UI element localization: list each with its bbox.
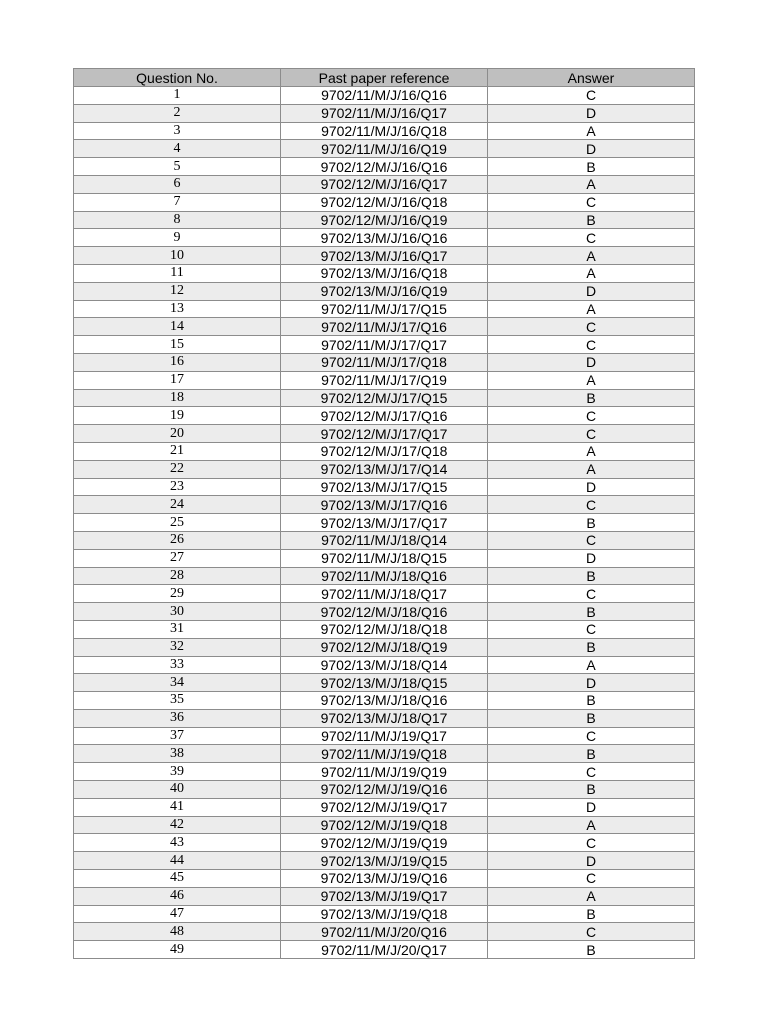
table-row (74, 549, 695, 567)
question-number-cell: 23 (74, 478, 281, 496)
past-paper-reference-cell: 9702/12/M/J/17/Q15 (281, 389, 488, 407)
table-row (74, 104, 695, 122)
past-paper-reference-cell: 9702/13/M/J/19/Q17 (281, 887, 488, 905)
question-number-cell: 2 (74, 104, 281, 122)
past-paper-reference-cell: 9702/12/M/J/19/Q19 (281, 834, 488, 852)
question-number-cell: 46 (74, 887, 281, 905)
question-number-cell: 11 (74, 264, 281, 282)
table-row (74, 389, 695, 407)
past-paper-reference-cell: 9702/11/M/J/17/Q15 (281, 300, 488, 318)
table-row (74, 514, 695, 532)
question-number-cell: 15 (74, 336, 281, 354)
past-paper-reference-cell: 9702/13/M/J/16/Q17 (281, 247, 488, 265)
table-row (74, 264, 695, 282)
answer-cell: C (488, 834, 695, 852)
past-paper-reference-cell: 9702/12/M/J/17/Q16 (281, 407, 488, 425)
question-number-cell: 49 (74, 941, 281, 959)
table-row (74, 638, 695, 656)
table-row (74, 211, 695, 229)
past-paper-reference-cell: 9702/11/M/J/17/Q16 (281, 318, 488, 336)
answer-cell: C (488, 229, 695, 247)
answer-cell: A (488, 460, 695, 478)
past-paper-reference-cell: 9702/13/M/J/19/Q16 (281, 870, 488, 888)
answer-cell: B (488, 781, 695, 799)
answer-cell: C (488, 531, 695, 549)
header-question-no: Question No. (74, 69, 281, 87)
past-paper-reference-cell: 9702/12/M/J/18/Q19 (281, 638, 488, 656)
answer-cell: D (488, 353, 695, 371)
question-number-cell: 25 (74, 514, 281, 532)
question-number-cell: 6 (74, 175, 281, 193)
table-row (74, 798, 695, 816)
table-row (74, 247, 695, 265)
past-paper-reference-cell: 9702/12/M/J/19/Q16 (281, 781, 488, 799)
table-row (74, 193, 695, 211)
table-row (74, 531, 695, 549)
table-row (74, 175, 695, 193)
past-paper-reference-cell: 9702/12/M/J/16/Q19 (281, 211, 488, 229)
table-row (74, 567, 695, 585)
answer-cell: C (488, 336, 695, 354)
past-paper-reference-cell: 9702/11/M/J/17/Q19 (281, 371, 488, 389)
past-paper-reference-cell: 9702/12/M/J/18/Q18 (281, 620, 488, 638)
answer-cell: C (488, 407, 695, 425)
past-paper-reference-cell: 9702/11/M/J/19/Q19 (281, 763, 488, 781)
question-number-cell: 29 (74, 585, 281, 603)
question-number-cell: 47 (74, 905, 281, 923)
answer-cell: A (488, 656, 695, 674)
table-row (74, 905, 695, 923)
answer-cell: C (488, 870, 695, 888)
table-row (74, 478, 695, 496)
question-number-cell: 42 (74, 816, 281, 834)
past-paper-reference-cell: 9702/12/M/J/17/Q18 (281, 442, 488, 460)
past-paper-reference-cell: 9702/11/M/J/18/Q17 (281, 585, 488, 603)
question-number-cell: 24 (74, 496, 281, 514)
answer-cell: A (488, 264, 695, 282)
header-answer: Answer (488, 69, 695, 87)
past-paper-reference-cell: 9702/12/M/J/19/Q18 (281, 816, 488, 834)
question-number-cell: 12 (74, 282, 281, 300)
past-paper-reference-cell: 9702/11/M/J/17/Q18 (281, 353, 488, 371)
table-row (74, 282, 695, 300)
past-paper-reference-cell: 9702/13/M/J/17/Q17 (281, 514, 488, 532)
answer-cell: C (488, 425, 695, 443)
past-paper-reference-cell: 9702/13/M/J/18/Q17 (281, 709, 488, 727)
question-number-cell: 27 (74, 549, 281, 567)
past-paper-reference-cell: 9702/13/M/J/18/Q15 (281, 674, 488, 692)
answer-key-table (73, 68, 695, 959)
table-row (74, 763, 695, 781)
question-number-cell: 30 (74, 603, 281, 621)
table-header-row (74, 69, 695, 87)
table-row (74, 87, 695, 105)
answer-cell: B (488, 905, 695, 923)
answer-cell: C (488, 727, 695, 745)
answer-cell: C (488, 87, 695, 105)
past-paper-reference-cell: 9702/13/M/J/16/Q16 (281, 229, 488, 247)
answer-cell: C (488, 193, 695, 211)
past-paper-reference-cell: 9702/11/M/J/20/Q16 (281, 923, 488, 941)
past-paper-reference-cell: 9702/12/M/J/16/Q18 (281, 193, 488, 211)
table-row (74, 923, 695, 941)
past-paper-reference-cell: 9702/12/M/J/19/Q17 (281, 798, 488, 816)
answer-cell: C (488, 923, 695, 941)
question-number-cell: 33 (74, 656, 281, 674)
past-paper-reference-cell: 9702/12/M/J/16/Q16 (281, 158, 488, 176)
question-number-cell: 41 (74, 798, 281, 816)
table-row (74, 353, 695, 371)
answer-cell: A (488, 122, 695, 140)
question-number-cell: 9 (74, 229, 281, 247)
past-paper-reference-cell: 9702/13/M/J/16/Q19 (281, 282, 488, 300)
answer-cell: B (488, 514, 695, 532)
question-number-cell: 7 (74, 193, 281, 211)
answer-cell: B (488, 567, 695, 585)
answer-cell: D (488, 798, 695, 816)
table-row (74, 781, 695, 799)
answer-cell: B (488, 692, 695, 710)
table-row (74, 585, 695, 603)
table-row (74, 709, 695, 727)
answer-cell: B (488, 389, 695, 407)
past-paper-reference-cell: 9702/12/M/J/17/Q17 (281, 425, 488, 443)
table-row (74, 816, 695, 834)
answer-cell: C (488, 763, 695, 781)
question-number-cell: 38 (74, 745, 281, 763)
table-row (74, 371, 695, 389)
question-number-cell: 5 (74, 158, 281, 176)
question-number-cell: 32 (74, 638, 281, 656)
past-paper-reference-cell: 9702/11/M/J/19/Q17 (281, 727, 488, 745)
table-row (74, 745, 695, 763)
answer-cell: A (488, 247, 695, 265)
table-row (74, 727, 695, 745)
past-paper-reference-cell: 9702/13/M/J/19/Q18 (281, 905, 488, 923)
past-paper-reference-cell: 9702/12/M/J/18/Q16 (281, 603, 488, 621)
table-row (74, 318, 695, 336)
question-number-cell: 37 (74, 727, 281, 745)
question-number-cell: 19 (74, 407, 281, 425)
table-row (74, 140, 695, 158)
past-paper-reference-cell: 9702/13/M/J/18/Q16 (281, 692, 488, 710)
past-paper-reference-cell: 9702/12/M/J/16/Q17 (281, 175, 488, 193)
answer-cell: A (488, 816, 695, 834)
question-number-cell: 45 (74, 870, 281, 888)
question-number-cell: 18 (74, 389, 281, 407)
past-paper-reference-cell: 9702/13/M/J/17/Q16 (281, 496, 488, 514)
past-paper-reference-cell: 9702/11/M/J/18/Q16 (281, 567, 488, 585)
header-past-paper-reference: Past paper reference (281, 69, 488, 87)
table-row (74, 834, 695, 852)
table-row (74, 852, 695, 870)
question-number-cell: 39 (74, 763, 281, 781)
question-number-cell: 48 (74, 923, 281, 941)
answer-cell: B (488, 638, 695, 656)
table-row (74, 300, 695, 318)
answer-cell: B (488, 603, 695, 621)
table-row (74, 603, 695, 621)
question-number-cell: 22 (74, 460, 281, 478)
past-paper-reference-cell: 9702/11/M/J/18/Q15 (281, 549, 488, 567)
answer-cell: D (488, 478, 695, 496)
answer-cell: C (488, 318, 695, 336)
past-paper-reference-cell: 9702/11/M/J/16/Q16 (281, 87, 488, 105)
question-number-cell: 36 (74, 709, 281, 727)
table-row (74, 407, 695, 425)
question-number-cell: 16 (74, 353, 281, 371)
table-row (74, 692, 695, 710)
answer-cell: C (488, 496, 695, 514)
table-row (74, 656, 695, 674)
answer-cell: A (488, 442, 695, 460)
table-row (74, 496, 695, 514)
answer-cell: C (488, 620, 695, 638)
answer-cell: D (488, 852, 695, 870)
answer-cell: D (488, 674, 695, 692)
question-number-cell: 1 (74, 87, 281, 105)
past-paper-reference-cell: 9702/13/M/J/17/Q14 (281, 460, 488, 478)
past-paper-reference-cell: 9702/11/M/J/19/Q18 (281, 745, 488, 763)
question-number-cell: 17 (74, 371, 281, 389)
question-number-cell: 43 (74, 834, 281, 852)
table-body (74, 87, 695, 959)
answer-cell: A (488, 887, 695, 905)
table-row (74, 336, 695, 354)
past-paper-reference-cell: 9702/13/M/J/19/Q15 (281, 852, 488, 870)
table-row (74, 442, 695, 460)
table-row (74, 425, 695, 443)
past-paper-reference-cell: 9702/11/M/J/17/Q17 (281, 336, 488, 354)
question-number-cell: 21 (74, 442, 281, 460)
question-number-cell: 28 (74, 567, 281, 585)
question-number-cell: 31 (74, 620, 281, 638)
answer-cell: A (488, 371, 695, 389)
answer-cell: B (488, 211, 695, 229)
question-number-cell: 35 (74, 692, 281, 710)
table-row (74, 887, 695, 905)
table-row (74, 122, 695, 140)
question-number-cell: 3 (74, 122, 281, 140)
table-row (74, 229, 695, 247)
past-paper-reference-cell: 9702/11/M/J/20/Q17 (281, 941, 488, 959)
past-paper-reference-cell: 9702/13/M/J/18/Q14 (281, 656, 488, 674)
question-number-cell: 8 (74, 211, 281, 229)
question-number-cell: 26 (74, 531, 281, 549)
answer-cell: B (488, 709, 695, 727)
past-paper-reference-cell: 9702/13/M/J/17/Q15 (281, 478, 488, 496)
past-paper-reference-cell: 9702/11/M/J/16/Q19 (281, 140, 488, 158)
answer-cell: D (488, 549, 695, 567)
question-number-cell: 20 (74, 425, 281, 443)
question-number-cell: 34 (74, 674, 281, 692)
past-paper-reference-cell: 9702/11/M/J/18/Q14 (281, 531, 488, 549)
question-number-cell: 14 (74, 318, 281, 336)
table-row (74, 620, 695, 638)
answer-cell: A (488, 175, 695, 193)
past-paper-reference-cell: 9702/13/M/J/16/Q18 (281, 264, 488, 282)
table-row (74, 460, 695, 478)
past-paper-reference-cell: 9702/11/M/J/16/Q18 (281, 122, 488, 140)
table-row (74, 941, 695, 959)
question-number-cell: 4 (74, 140, 281, 158)
answer-cell: D (488, 104, 695, 122)
table-row (74, 870, 695, 888)
table-row (74, 158, 695, 176)
answer-cell: C (488, 585, 695, 603)
question-number-cell: 44 (74, 852, 281, 870)
answer-cell: B (488, 158, 695, 176)
question-number-cell: 10 (74, 247, 281, 265)
answer-cell: B (488, 941, 695, 959)
answer-cell: D (488, 282, 695, 300)
question-number-cell: 40 (74, 781, 281, 799)
table-row (74, 674, 695, 692)
answer-cell: A (488, 300, 695, 318)
answer-cell: D (488, 140, 695, 158)
question-number-cell: 13 (74, 300, 281, 318)
answer-cell: B (488, 745, 695, 763)
past-paper-reference-cell: 9702/11/M/J/16/Q17 (281, 104, 488, 122)
